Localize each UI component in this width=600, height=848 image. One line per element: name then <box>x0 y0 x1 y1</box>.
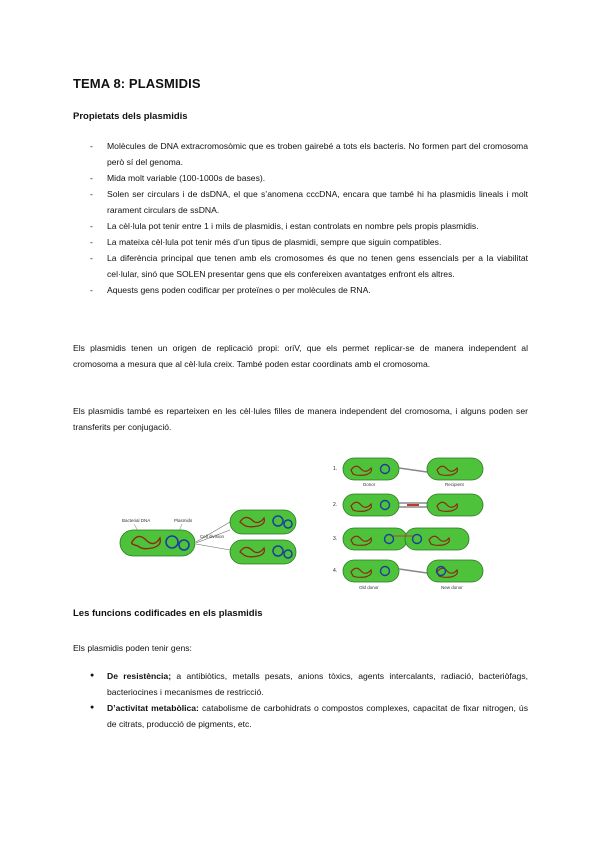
paragraph-oriv: Els plasmidis tenen un origen de replicació propi: oriV, que els permet replicar-se de manera independent al cromosoma a mesura que al cèl·lula creix. També poden estar coordinats amb el cromosoma. <box>73 343 528 369</box>
list-item <box>90 668 528 700</box>
label-cell-division: Cell division <box>200 534 225 539</box>
label-donor: Donor <box>363 482 376 487</box>
step-number: 2. <box>333 502 338 508</box>
label-recipient: Recipient <box>445 482 464 487</box>
paragraph-genes-intro: Els plasmidis poden tenir gens: <box>73 643 192 653</box>
list-item: - La cèl·lula pot tenir entre 1 i mils de plasmidis, i estan controlats en nombre pels propis plasmidis. <box>90 218 528 234</box>
functions-list <box>90 668 528 732</box>
list-item: - Aquests gens poden codificar per proteïnes o per molècules de RNA. <box>90 282 528 298</box>
term-resistance: De resistència; <box>107 671 172 681</box>
step-number: 1. <box>333 466 338 472</box>
list-item: - Mida molt variable (100-1000s de bases). <box>90 170 528 186</box>
section-heading-properties: Propietats dels plasmidis <box>73 111 188 122</box>
figure-conjugation <box>333 446 493 592</box>
section-heading-functions: Les funcions codificades en els plasmidis <box>73 608 263 619</box>
list-item: - La mateixa cèl·lula pot tenir més d’un tipus de plasmidi, sempre que siguin compatibles. <box>90 234 528 250</box>
text-metabolic: catabolisme de carbohidrats o compostos complexes, capacitat de fixar nitrogen, ús de citrats, producció de pigments, etc. <box>107 703 529 729</box>
list-item: - Molècules de DNA extracromosòmic que es troben gairebé a tots els bacteris. No formen part del cromosoma però sí del genoma. <box>90 138 528 170</box>
label-plasmids: Plasmids <box>174 518 193 523</box>
step-number: 3. <box>333 536 338 542</box>
list-item <box>90 700 528 732</box>
list-item: - Solen ser circulars i de dsDNA, el que s’anomena cccDNA, encara que també hi ha plasmidis lineals i molt rarament circulars de ssDNA. <box>90 186 528 218</box>
label-bacterial-dna: Bacterial DNA <box>122 518 151 523</box>
properties-list <box>90 138 528 298</box>
list-item: - La diferència principal que tenen amb els cromosomes és que no tenen gens essencials per a la viabilitat cel·lular, sinó que SOLEN presentar gens que els confereixen avantatges enfront els altres. <box>90 250 528 282</box>
figure-cell-division <box>112 500 302 570</box>
term-metabolic: D’activitat metabòlica: <box>107 703 199 713</box>
label-old-donor: Old donor <box>359 585 379 590</box>
label-new-donor: New donor <box>441 585 463 590</box>
paragraph-distribution: Els plasmidis també es reparteixen en les cèl·lules filles de manera independent del cromosoma, i alguns poden ser transferits per conjugació. <box>73 406 528 432</box>
page-title: TEMA 8: PLASMIDIS <box>73 76 201 91</box>
text-resistance: a antibiòtics, metalls pesats, anions tòxics, agents intercalants, radiació, bacteriòfags, bacteriocines i mecanismes de restricció. <box>107 671 528 697</box>
step-number: 4. <box>333 568 338 574</box>
